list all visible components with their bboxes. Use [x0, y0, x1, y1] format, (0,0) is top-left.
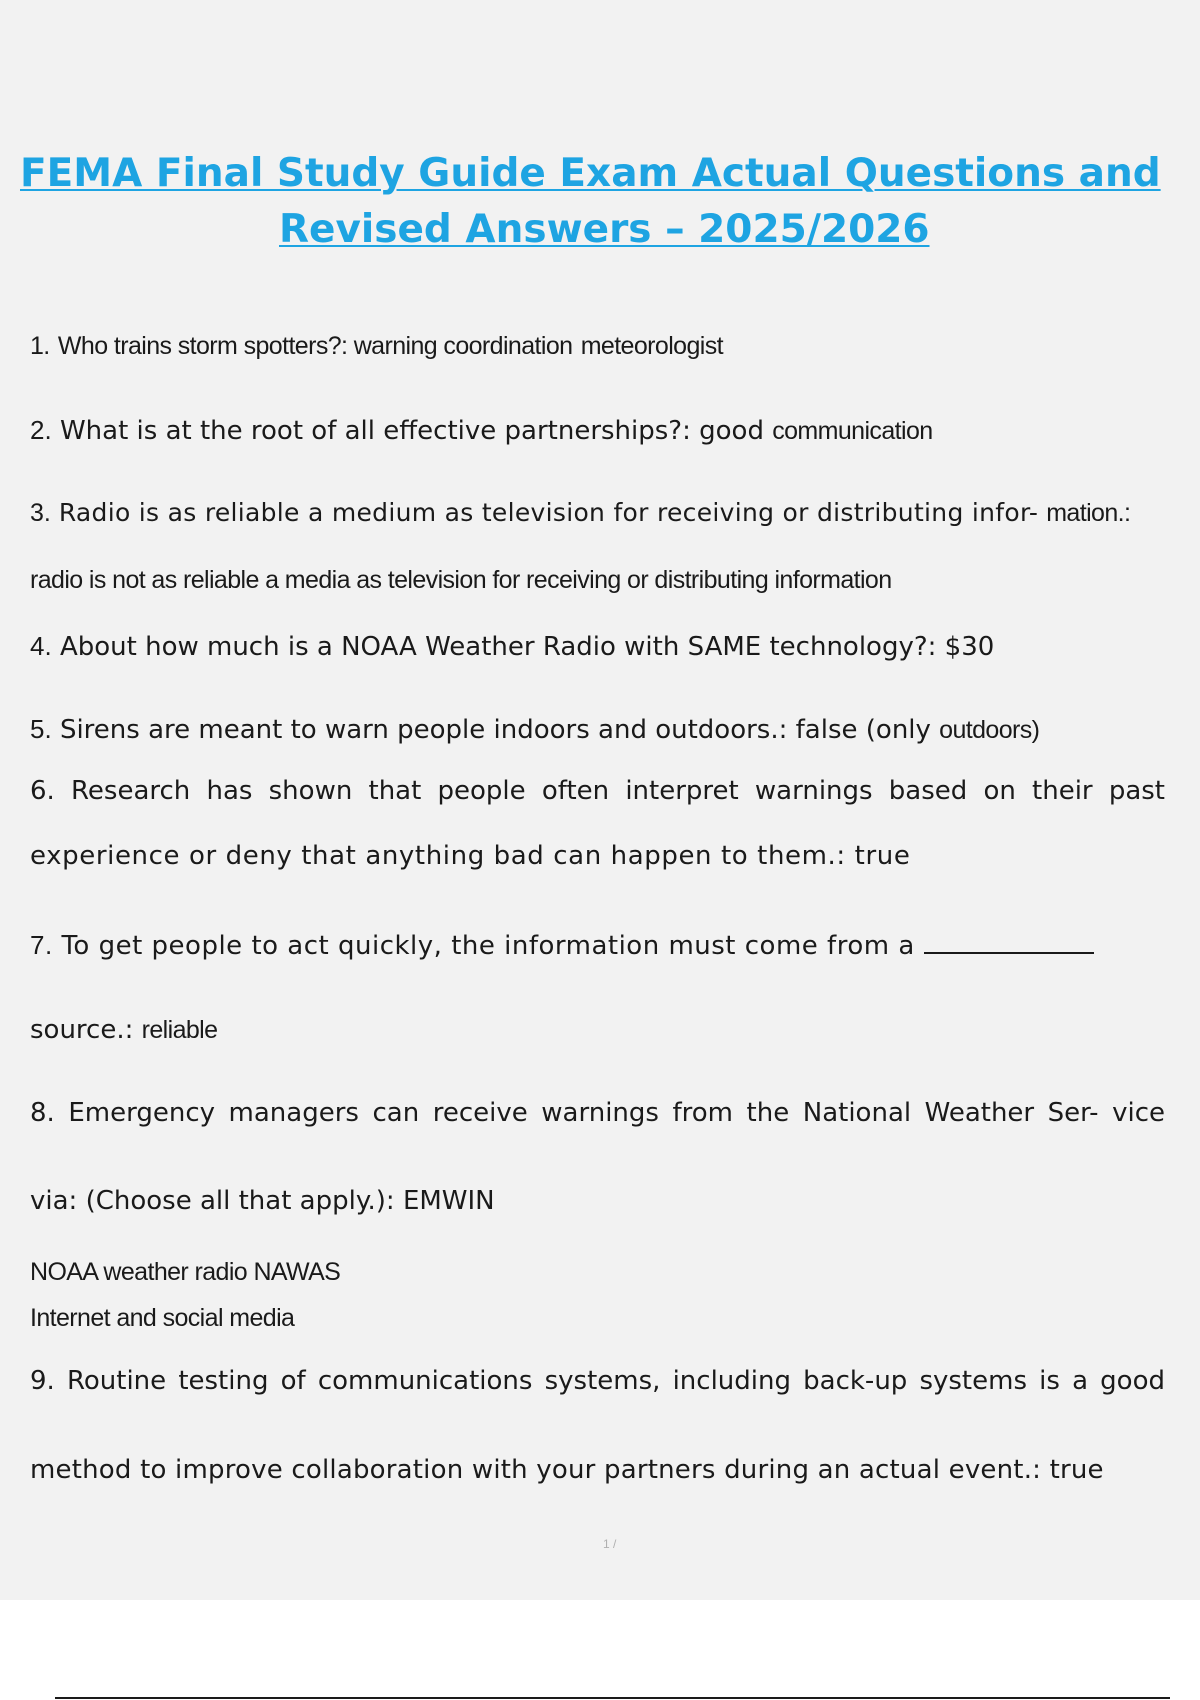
- title-line-2: Revised Answers – 2025/2026: [279, 207, 930, 252]
- question-9: [30, 1365, 1165, 1397]
- question-text: About how much is a NOAA Weather Radio with SAME technology?: $30: [59, 632, 995, 662]
- fill-in-blank: [924, 930, 1094, 954]
- question-5: [30, 713, 1039, 746]
- question-number: 8.: [30, 1098, 55, 1128]
- question-answer: reliable: [141, 1016, 218, 1044]
- question-8: [30, 1097, 1165, 1129]
- question-number: 9.: [30, 1366, 55, 1396]
- question-number: 7.: [30, 930, 53, 960]
- bottom-divider: [55, 1697, 1170, 1699]
- question-2: [30, 414, 933, 447]
- question-answer: meteorologist: [580, 332, 723, 360]
- question-number: 5.: [30, 714, 52, 744]
- question-3-answer: radio is not as reliable a media as television for receiving or distributing information: [30, 566, 892, 594]
- question-6-line-2: experience or deny that anything bad can happen to them.: true: [30, 841, 911, 871]
- question-text: What is at the root of all effective partnerships?: good: [59, 416, 764, 446]
- question-text-tail: mation.:: [1046, 499, 1131, 527]
- question-text: Routine testing of communications systems, including back-up systems is a good: [66, 1366, 1166, 1396]
- question-1: [30, 330, 723, 362]
- title-line-1: FEMA Final Study Guide Exam Actual Questions and: [20, 151, 1161, 196]
- question-8-answer-1: NOAA weather radio NAWAS: [30, 1258, 341, 1286]
- question-answer: communication: [772, 417, 933, 445]
- question-number: 6.: [30, 776, 55, 806]
- question-4: [30, 630, 994, 663]
- question-text: Sirens are meant to warn people indoors and outdoors.: false (only: [59, 715, 931, 745]
- question-6: [30, 775, 1165, 807]
- question-text: source.:: [30, 1015, 134, 1045]
- question-text: Radio is as reliable a medium as television for receiving or distributing infor-: [58, 498, 1039, 527]
- question-9-line-2: method to improve collaboration with your partners during an actual event.: true: [30, 1455, 1104, 1485]
- question-text: Who trains storm spotters?: warning coordination: [57, 332, 573, 360]
- question-number: 4.: [30, 631, 52, 661]
- question-7-line-2: [30, 1014, 217, 1046]
- question-8-answer-2: Internet and social media: [30, 1304, 295, 1332]
- question-text: To get people to act quickly, the information must come from a: [61, 931, 915, 961]
- question-number: 1.: [30, 332, 50, 360]
- question-7: [30, 929, 1094, 962]
- page-number-marker: 1 /: [603, 1537, 617, 1551]
- question-3: [30, 497, 1130, 529]
- question-text: Research has shown that people often interpret warnings based on their past: [71, 776, 1166, 806]
- question-text: Emergency managers can receive warnings from the National Weather Ser- vice: [68, 1098, 1166, 1128]
- document-title: [20, 146, 1200, 252]
- question-answer: outdoors): [939, 716, 1040, 744]
- question-number: 2.: [30, 415, 52, 445]
- question-number: 3.: [30, 499, 51, 527]
- question-8-line-2: via: (Choose all that apply.): EMWIN: [30, 1186, 495, 1216]
